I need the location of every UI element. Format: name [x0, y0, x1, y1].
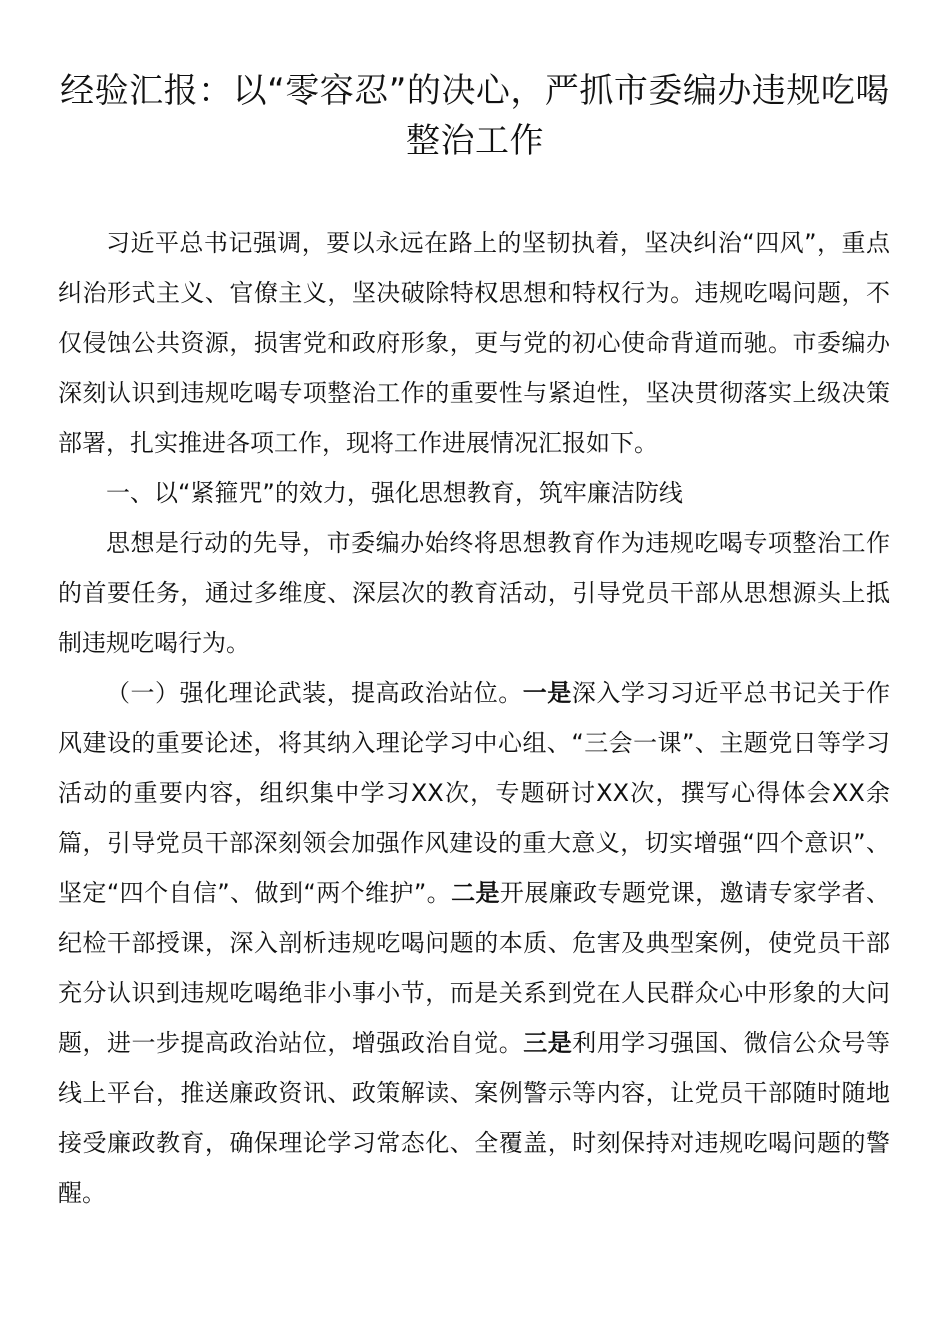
point-text-3: 利用学习强国、微信公众号等线上平台，推送廉政资讯、政策解读、案例警示等内容，让党员干部随时随地接受廉政教育，确保理论学习常态化、全覆盖，时刻保持对违规吃喝问题的警醒。: [58, 1029, 891, 1207]
document-body: [58, 218, 890, 1218]
point-marker-3: 三是: [523, 1029, 573, 1057]
point-marker-1: 一是: [522, 679, 572, 707]
subsection-paragraph: [58, 668, 890, 1218]
section-lead-paragraph: 思想是行动的先导，市委编办始终将思想教育作为违规吃喝专项整治工作的首要任务，通过多维度、深层次的教育活动，引导党员干部从思想源头上抵制违规吃喝行为。: [58, 529, 890, 657]
point-text-2: 开展廉政专题党课，邀请专家学者、纪检干部授课，深入剖析违规吃喝问题的本质、危害及典型案例，使党员干部充分认识到违规吃喝绝非小事小节，而是关系到党在人民群众心中形象的大问题，进一步提高政治站位，增强政治自觉。: [58, 879, 891, 1057]
point-text-1: 深入学习习近平总书记关于作风建设的重要论述，将其纳入理论学习中心组、“三会一课”、主题党日等学习活动的重要内容，组织集中学习XX次，专题研讨XX次，撰写心得体会XX余篇，引导党员干部深刻领会加强作风建设的重大意义，切实增强“四个意识”、坚定“四个自信”、做到“两个维护”。: [58, 679, 891, 907]
point-marker-2: 二是: [451, 879, 500, 907]
section-heading: 一、以“紧箍咒”的效力，强化思想教育，筑牢廉洁防线: [106, 479, 683, 507]
subsection-heading: （一）强化理论武装，提高政治站位。: [106, 679, 523, 707]
intro-paragraph: 习近平总书记强调，要以永远在路上的坚韧执着，坚决纠治“四风”，重点纠治形式主义、官僚主义，坚决破除特权思想和特权行为。违规吃喝问题，不仅侵蚀公共资源，损害党和政府形象，更与党的初心使命背道而驰。市委编办深刻认识到违规吃喝专项整治工作的重要性与紧迫性，坚决贯彻落实上级决策部署，扎实推进各项工作，现将工作进展情况汇报如下。: [58, 229, 890, 457]
document-title: 经验汇报：以“零容忍”的决心，严抓市委编办违规吃喝整治工作: [60, 71, 890, 161]
